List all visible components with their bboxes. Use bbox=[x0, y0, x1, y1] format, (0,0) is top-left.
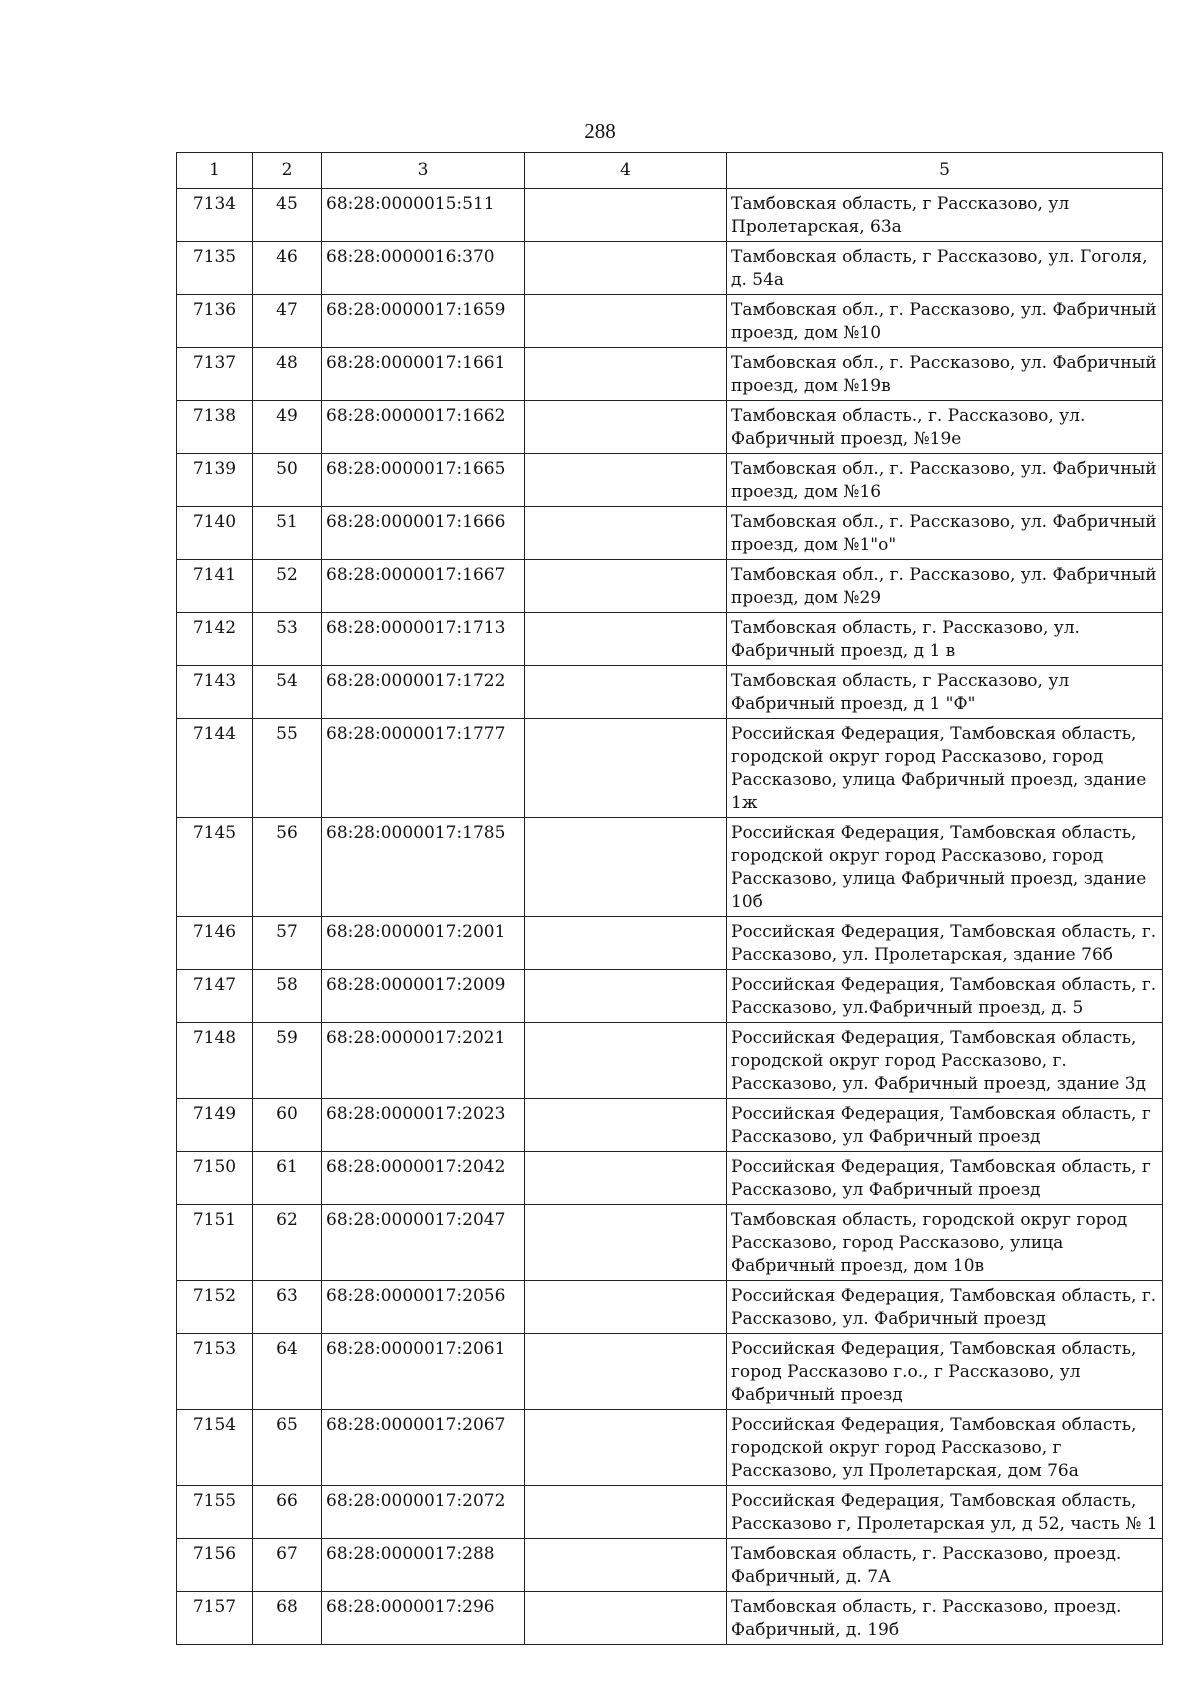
table-row bbox=[177, 507, 1163, 560]
table-row bbox=[177, 454, 1163, 507]
item-number-cell: 68 bbox=[253, 1592, 322, 1645]
item-number-cell: 64 bbox=[253, 1334, 322, 1410]
empty-cell bbox=[525, 189, 727, 242]
address-cell: Тамбовская область, г Рассказово, ул. Гоголя, д. 54а bbox=[727, 242, 1163, 295]
cadastral-number-cell: 68:28:0000017:2061 bbox=[322, 1334, 525, 1410]
row-number-cell: 7149 bbox=[177, 1099, 253, 1152]
row-number-cell: 7142 bbox=[177, 613, 253, 666]
cadastral-number-cell: 68:28:0000017:1661 bbox=[322, 348, 525, 401]
column-header: 5 bbox=[727, 153, 1163, 189]
table-row bbox=[177, 295, 1163, 348]
address-cell: Российская Федерация, Тамбовская область, городской округ город Рассказово, г Рассказово, ул Пролетарская, дом 76а bbox=[727, 1410, 1163, 1486]
item-number-cell: 52 bbox=[253, 560, 322, 613]
address-cell: Тамбовская обл., г. Рассказово, ул. Фабричный проезд, дом №10 bbox=[727, 295, 1163, 348]
cadastral-number-cell: 68:28:0000017:2072 bbox=[322, 1486, 525, 1539]
address-cell: Российская Федерация, Тамбовская область, городской округ город Рассказово, город Рассказово, улица Фабричный проезд, здание 1ж bbox=[727, 719, 1163, 818]
table-row bbox=[177, 1334, 1163, 1410]
cadastral-number-cell: 68:28:0000017:1667 bbox=[322, 560, 525, 613]
table-row bbox=[177, 242, 1163, 295]
table-row bbox=[177, 560, 1163, 613]
column-header: 4 bbox=[525, 153, 727, 189]
empty-cell bbox=[525, 560, 727, 613]
item-number-cell: 53 bbox=[253, 613, 322, 666]
empty-cell bbox=[525, 295, 727, 348]
cadastral-number-cell: 68:28:0000017:1666 bbox=[322, 507, 525, 560]
row-number-cell: 7147 bbox=[177, 970, 253, 1023]
item-number-cell: 58 bbox=[253, 970, 322, 1023]
cadastral-number-cell: 68:28:0000017:1713 bbox=[322, 613, 525, 666]
item-number-cell: 48 bbox=[253, 348, 322, 401]
table-row bbox=[177, 917, 1163, 970]
table-row bbox=[177, 1205, 1163, 1281]
table-row bbox=[177, 348, 1163, 401]
row-number-cell: 7155 bbox=[177, 1486, 253, 1539]
item-number-cell: 63 bbox=[253, 1281, 322, 1334]
empty-cell bbox=[525, 507, 727, 560]
page-number: 288 bbox=[584, 119, 616, 143]
row-number-cell: 7145 bbox=[177, 818, 253, 917]
row-number-cell: 7157 bbox=[177, 1592, 253, 1645]
cadastral-number-cell: 68:28:0000017:1777 bbox=[322, 719, 525, 818]
registry-table bbox=[176, 152, 1163, 1645]
row-number-cell: 7141 bbox=[177, 560, 253, 613]
empty-cell bbox=[525, 818, 727, 917]
table-row bbox=[177, 613, 1163, 666]
row-number-cell: 7134 bbox=[177, 189, 253, 242]
empty-cell bbox=[525, 1281, 727, 1334]
table-row bbox=[177, 1592, 1163, 1645]
table-row bbox=[177, 719, 1163, 818]
column-header: 1 bbox=[177, 153, 253, 189]
cadastral-number-cell: 68:28:0000017:2009 bbox=[322, 970, 525, 1023]
column-header: 2 bbox=[253, 153, 322, 189]
item-number-cell: 65 bbox=[253, 1410, 322, 1486]
address-cell: Российская Федерация, Тамбовская область, город Рассказово г.о., г Рассказово, ул Фабричный проезд bbox=[727, 1334, 1163, 1410]
cadastral-number-cell: 68:28:0000015:511 bbox=[322, 189, 525, 242]
address-cell: Российская Федерация, Тамбовская область, городской округ город Рассказово, город Рассказово, улица Фабричный проезд, здание 10б bbox=[727, 818, 1163, 917]
row-number-cell: 7148 bbox=[177, 1023, 253, 1099]
empty-cell bbox=[525, 666, 727, 719]
address-cell: Тамбовская область., г. Рассказово, ул. Фабричный проезд, №19е bbox=[727, 401, 1163, 454]
table-body bbox=[177, 189, 1163, 1645]
item-number-cell: 49 bbox=[253, 401, 322, 454]
cadastral-number-cell: 68:28:0000017:2023 bbox=[322, 1099, 525, 1152]
cadastral-number-cell: 68:28:0000017:2047 bbox=[322, 1205, 525, 1281]
item-number-cell: 54 bbox=[253, 666, 322, 719]
cadastral-number-cell: 68:28:0000017:2042 bbox=[322, 1152, 525, 1205]
cadastral-number-cell: 68:28:0000017:288 bbox=[322, 1539, 525, 1592]
empty-cell bbox=[525, 242, 727, 295]
empty-cell bbox=[525, 348, 727, 401]
empty-cell bbox=[525, 719, 727, 818]
address-cell: Российская Федерация, Тамбовская область, г Рассказово, ул Фабричный проезд bbox=[727, 1152, 1163, 1205]
empty-cell bbox=[525, 1592, 727, 1645]
cadastral-number-cell: 68:28:0000017:2021 bbox=[322, 1023, 525, 1099]
cadastral-number-cell: 68:28:0000017:2067 bbox=[322, 1410, 525, 1486]
row-number-cell: 7143 bbox=[177, 666, 253, 719]
address-cell: Тамбовская обл., г. Рассказово, ул. Фабричный проезд, дом №16 bbox=[727, 454, 1163, 507]
row-number-cell: 7138 bbox=[177, 401, 253, 454]
item-number-cell: 67 bbox=[253, 1539, 322, 1592]
empty-cell bbox=[525, 1334, 727, 1410]
address-cell: Тамбовская обл., г. Рассказово, ул. Фабричный проезд, дом №29 bbox=[727, 560, 1163, 613]
empty-cell bbox=[525, 1205, 727, 1281]
row-number-cell: 7137 bbox=[177, 348, 253, 401]
table-row bbox=[177, 401, 1163, 454]
address-cell: Российская Федерация, Тамбовская область, г. Рассказово, ул. Фабричный проезд bbox=[727, 1281, 1163, 1334]
row-number-cell: 7135 bbox=[177, 242, 253, 295]
row-number-cell: 7139 bbox=[177, 454, 253, 507]
table-row bbox=[177, 1539, 1163, 1592]
row-number-cell: 7154 bbox=[177, 1410, 253, 1486]
table-row bbox=[177, 1023, 1163, 1099]
empty-cell bbox=[525, 454, 727, 507]
table-row bbox=[177, 1099, 1163, 1152]
address-cell: Российская Федерация, Тамбовская область, городской округ город Рассказово, г. Рассказово, ул. Фабричный проезд, здание 3д bbox=[727, 1023, 1163, 1099]
item-number-cell: 62 bbox=[253, 1205, 322, 1281]
table-row bbox=[177, 189, 1163, 242]
empty-cell bbox=[525, 1410, 727, 1486]
row-number-cell: 7136 bbox=[177, 295, 253, 348]
item-number-cell: 66 bbox=[253, 1486, 322, 1539]
cadastral-number-cell: 68:28:0000017:296 bbox=[322, 1592, 525, 1645]
row-number-cell: 7150 bbox=[177, 1152, 253, 1205]
row-number-cell: 7153 bbox=[177, 1334, 253, 1410]
table-row bbox=[177, 818, 1163, 917]
table-row bbox=[177, 970, 1163, 1023]
empty-cell bbox=[525, 1152, 727, 1205]
address-cell: Российская Федерация, Тамбовская область, г Рассказово, ул Фабричный проезд bbox=[727, 1099, 1163, 1152]
empty-cell bbox=[525, 1023, 727, 1099]
cadastral-number-cell: 68:28:0000017:2056 bbox=[322, 1281, 525, 1334]
header-row bbox=[177, 153, 1163, 189]
cadastral-number-cell: 68:28:0000017:1659 bbox=[322, 295, 525, 348]
empty-cell bbox=[525, 970, 727, 1023]
row-number-cell: 7152 bbox=[177, 1281, 253, 1334]
cadastral-number-cell: 68:28:0000017:2001 bbox=[322, 917, 525, 970]
item-number-cell: 57 bbox=[253, 917, 322, 970]
item-number-cell: 55 bbox=[253, 719, 322, 818]
address-cell: Российская Федерация, Тамбовская область, г. Рассказово, ул. Пролетарская, здание 76б bbox=[727, 917, 1163, 970]
item-number-cell: 59 bbox=[253, 1023, 322, 1099]
row-number-cell: 7140 bbox=[177, 507, 253, 560]
empty-cell bbox=[525, 1539, 727, 1592]
table-row bbox=[177, 666, 1163, 719]
address-cell: Тамбовская область, городской округ город Рассказово, город Рассказово, улица Фабричный проезд, дом 10в bbox=[727, 1205, 1163, 1281]
empty-cell bbox=[525, 1099, 727, 1152]
row-number-cell: 7146 bbox=[177, 917, 253, 970]
address-cell: Тамбовская область, г. Рассказово, проезд. Фабричный, д. 19б bbox=[727, 1592, 1163, 1645]
table-row bbox=[177, 1281, 1163, 1334]
empty-cell bbox=[525, 1486, 727, 1539]
table-row bbox=[177, 1410, 1163, 1486]
empty-cell bbox=[525, 613, 727, 666]
column-header: 3 bbox=[322, 153, 525, 189]
item-number-cell: 56 bbox=[253, 818, 322, 917]
address-cell: Российская Федерация, Тамбовская область, г. Рассказово, ул.Фабричный проезд, д. 5 bbox=[727, 970, 1163, 1023]
cadastral-number-cell: 68:28:0000017:1722 bbox=[322, 666, 525, 719]
row-number-cell: 7151 bbox=[177, 1205, 253, 1281]
table-row bbox=[177, 1486, 1163, 1539]
cadastral-number-cell: 68:28:0000017:1662 bbox=[322, 401, 525, 454]
empty-cell bbox=[525, 401, 727, 454]
row-number-cell: 7156 bbox=[177, 1539, 253, 1592]
address-cell: Тамбовская область, г. Рассказово, ул. Фабричный проезд, д 1 в bbox=[727, 613, 1163, 666]
item-number-cell: 60 bbox=[253, 1099, 322, 1152]
address-cell: Российская Федерация, Тамбовская область, Рассказово г, Пролетарская ул, д 52, часть № 1 bbox=[727, 1486, 1163, 1539]
row-number-cell: 7144 bbox=[177, 719, 253, 818]
address-cell: Тамбовская область, г Рассказово, ул Фабричный проезд, д 1 "Ф" bbox=[727, 666, 1163, 719]
item-number-cell: 46 bbox=[253, 242, 322, 295]
item-number-cell: 50 bbox=[253, 454, 322, 507]
item-number-cell: 61 bbox=[253, 1152, 322, 1205]
address-cell: Тамбовская область, г. Рассказово, проезд. Фабричный, д. 7А bbox=[727, 1539, 1163, 1592]
address-cell: Тамбовская область, г Рассказово, ул Пролетарская, 63а bbox=[727, 189, 1163, 242]
cadastral-number-cell: 68:28:0000017:1785 bbox=[322, 818, 525, 917]
cadastral-number-cell: 68:28:0000016:370 bbox=[322, 242, 525, 295]
table-row bbox=[177, 1152, 1163, 1205]
item-number-cell: 51 bbox=[253, 507, 322, 560]
empty-cell bbox=[525, 917, 727, 970]
item-number-cell: 47 bbox=[253, 295, 322, 348]
item-number-cell: 45 bbox=[253, 189, 322, 242]
cadastral-number-cell: 68:28:0000017:1665 bbox=[322, 454, 525, 507]
address-cell: Тамбовская обл., г. Рассказово, ул. Фабричный проезд, дом №1"о" bbox=[727, 507, 1163, 560]
address-cell: Тамбовская обл., г. Рассказово, ул. Фабричный проезд, дом №19в bbox=[727, 348, 1163, 401]
